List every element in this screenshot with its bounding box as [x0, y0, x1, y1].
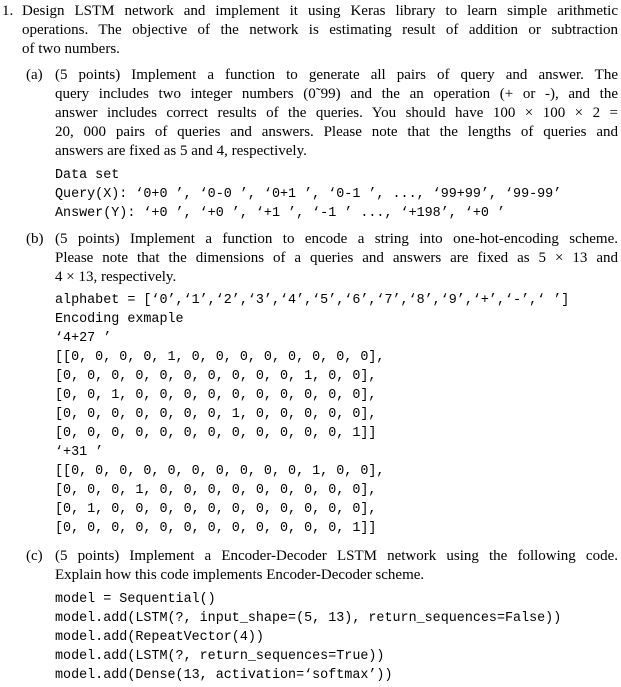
- intro-line: Design LSTM network and implement it using Keras library to learn simple arithmetic: [22, 3, 618, 19]
- code-line: model.add(LSTM(?, input_shape=(5, 13), return_sequences=False)): [55, 611, 562, 626]
- matrix-row: [[0, 0, 0, 0, 1, 0, 0, 0, 0, 0, 0, 0, 0],: [55, 350, 385, 365]
- part-a-label: (a): [26, 67, 43, 83]
- matrix-row: [0, 0, 0, 0, 0, 0, 0, 0, 0, 0, 1, 0, 0],: [55, 369, 377, 384]
- part-b-line: (5 points) Implement a function to encode a string into one-hot-encoding scheme.: [55, 231, 618, 247]
- matrix-row: [0, 0, 0, 0, 0, 0, 0, 0, 0, 0, 0, 0, 1]]: [55, 521, 377, 536]
- code-line: model.add(Dense(13, activation=‘softmax’)): [55, 668, 393, 683]
- code-line: model.add(LSTM(?, return_sequences=True)): [55, 649, 385, 664]
- part-c-line: Explain how this code implements Encoder-Decoder scheme.: [55, 567, 425, 583]
- part-a-line: (5 points) Implement a function to generate all pairs of query and answer. The: [55, 67, 618, 83]
- example-query-2: ‘+31 ’: [55, 445, 104, 460]
- code-line: model = Sequential(): [55, 592, 216, 607]
- matrix-row: [0, 0, 0, 0, 0, 0, 0, 1, 0, 0, 0, 0, 0],: [55, 407, 377, 422]
- part-a-line: query includes two integer numbers (0˜99) and the an operation (+ or -), and the: [55, 86, 618, 102]
- part-b-label: (b): [26, 231, 44, 247]
- encoding-heading: Encoding exmaple: [55, 312, 184, 327]
- answer-examples: Answer(Y): ‘+0 ’, ‘+0 ’, ‘+1 ’, ‘-1 ’ ..., ‘+198’, ‘+0 ’: [55, 206, 505, 221]
- question-number: 1.: [2, 3, 14, 19]
- intro-line: of two numbers.: [22, 41, 120, 57]
- dataset-heading: Data set: [55, 168, 120, 183]
- part-a-line: answers are fixed as 5 and 4, respectively.: [55, 143, 307, 159]
- part-c-line: (5 points) Implement a Encoder-Decoder LSTM network using the following code.: [55, 548, 618, 564]
- part-a-line: answer includes correct results of the queries. You should have 100 × 100 × 2 =: [55, 105, 618, 121]
- part-c-label: (c): [26, 548, 43, 564]
- matrix-row: [[0, 0, 0, 0, 0, 0, 0, 0, 0, 0, 1, 0, 0],: [55, 464, 385, 479]
- matrix-row: [0, 0, 0, 0, 0, 0, 0, 0, 0, 0, 0, 0, 1]]: [55, 426, 377, 441]
- alphabet-definition: alphabet = [‘0’,‘1’,‘2’,‘3’,‘4’,‘5’,‘6’,‘7’,‘8’,‘9’,‘+’,‘-’,‘ ’]: [55, 293, 570, 308]
- part-a-line: 20, 000 pairs of queries and answers. Please note that the lengths of queries and: [55, 124, 618, 140]
- part-b-line: Please note that the dimensions of a queries and answers are fixed as 5 × 13 and: [55, 250, 618, 266]
- code-line: model.add(RepeatVector(4)): [55, 630, 264, 645]
- query-examples: Query(X): ‘0+0 ’, ‘0-0 ’, ‘0+1 ’, ‘0-1 ’, ..., ‘99+99’, ‘99-99’: [55, 187, 562, 202]
- example-query-1: ‘4+27 ’: [55, 331, 112, 346]
- part-b-line: 4 × 13, respectively.: [55, 269, 177, 285]
- matrix-row: [0, 1, 0, 0, 0, 0, 0, 0, 0, 0, 0, 0, 0],: [55, 502, 377, 517]
- intro-line: operations. The objective of the network is estimating result of addition or subtraction: [22, 22, 618, 38]
- matrix-row: [0, 0, 1, 0, 0, 0, 0, 0, 0, 0, 0, 0, 0],: [55, 388, 377, 403]
- matrix-row: [0, 0, 0, 1, 0, 0, 0, 0, 0, 0, 0, 0, 0],: [55, 483, 377, 498]
